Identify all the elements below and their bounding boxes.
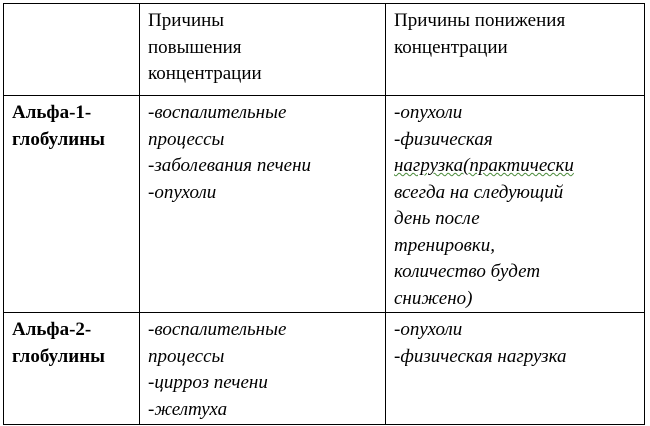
row-name-line: глобулины [12, 128, 106, 150]
row-name-alpha2 [4, 313, 140, 425]
cause-line: всегда на следующий [394, 181, 564, 203]
row-name-alpha1 [4, 96, 140, 313]
header-increase-line: концентрации [148, 63, 262, 84]
row-name-line: Альфа-1- [12, 102, 92, 123]
cause-line: -физическая [394, 128, 493, 150]
cause-line: нагрузка(практически [394, 155, 574, 176]
cause-line: процессы [148, 128, 225, 150]
header-increase-line: повышения [148, 36, 242, 58]
concentration-table [3, 3, 645, 425]
table-row [4, 313, 645, 425]
increase-causes-alpha1 [140, 96, 386, 313]
header-decrease-line: Причины понижения [394, 10, 566, 31]
cause-line: -воспалительные [148, 102, 287, 123]
row-name-line: глобулины [12, 345, 106, 367]
header-increase-line: Причины [148, 10, 225, 31]
decrease-causes-alpha2 [386, 313, 645, 425]
corner-cell [4, 4, 140, 96]
cause-line: -заболевания печени [148, 155, 311, 176]
cause-line: -опухоли [394, 319, 463, 340]
cause-line: день после [394, 208, 480, 229]
cause-line: снижено) [394, 287, 473, 309]
cause-line: процессы [148, 345, 225, 367]
cause-line: количество будет [394, 261, 541, 282]
cause-line: -физическая нагрузка [394, 345, 567, 367]
cause-line: -опухоли [148, 181, 217, 203]
header-row [4, 4, 645, 96]
cause-line: -желтуха [148, 398, 228, 420]
cause-line: -воспалительные [148, 319, 287, 340]
header-increase [140, 4, 386, 96]
decrease-causes-alpha1 [386, 96, 645, 313]
cause-line: -опухоли [394, 102, 463, 123]
header-decrease [386, 4, 645, 96]
increase-causes-alpha2 [140, 313, 386, 425]
cause-line: -цирроз печени [148, 372, 268, 393]
cause-line: тренировки, [394, 234, 495, 256]
header-decrease-line: концентрации [394, 36, 508, 58]
table-row [4, 96, 645, 313]
row-name-line: Альфа-2- [12, 319, 92, 340]
